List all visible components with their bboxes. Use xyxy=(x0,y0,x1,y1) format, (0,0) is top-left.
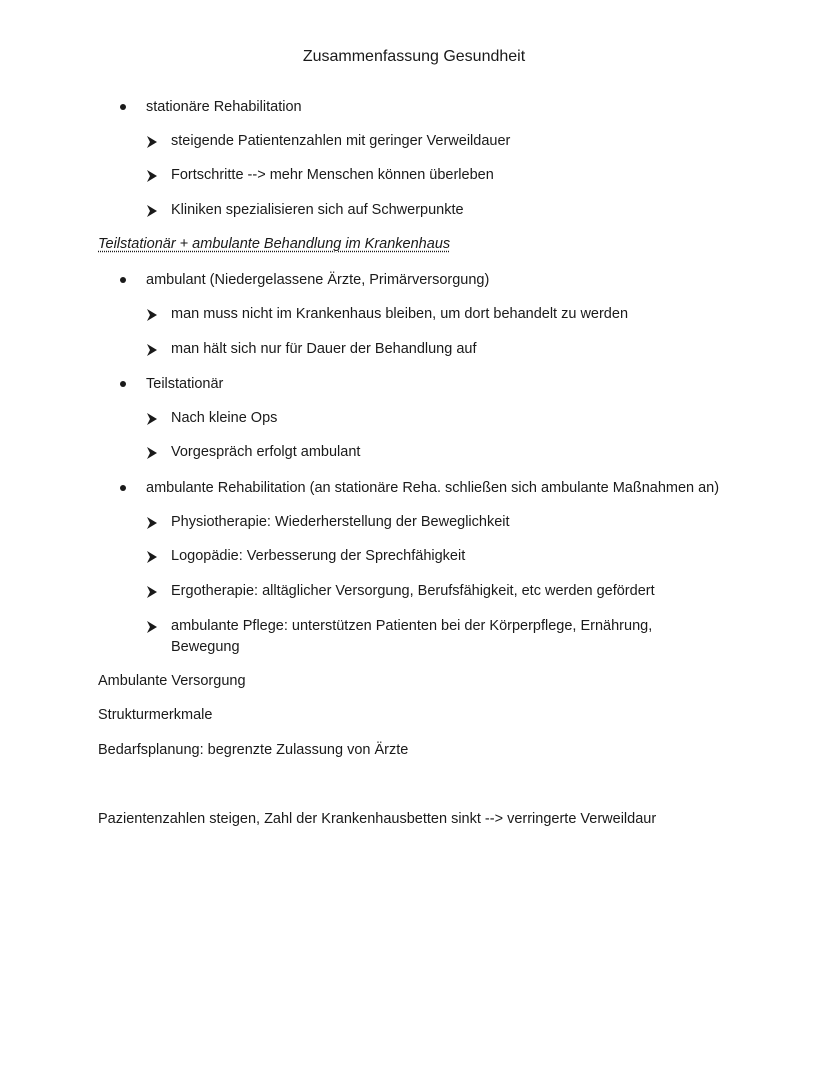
arrow-bullet-icon xyxy=(146,309,158,321)
sub-list-item: ambulante Pflege: unterstützen Patienten bei der Körperpflege, Ernährung, xyxy=(171,618,653,634)
list-item: Teilstationär xyxy=(146,376,224,392)
bullet-icon xyxy=(120,104,126,110)
paragraph: Bedarfsplanung: begrenzte Zulassung von Ärzte xyxy=(98,742,409,758)
arrow-bullet-icon xyxy=(146,621,158,633)
sub-list-item: Fortschritte --> mehr Menschen können überleben xyxy=(171,167,494,183)
sub-list-item: Nach kleine Ops xyxy=(171,410,278,426)
sub-list-item: man hält sich nur für Dauer der Behandlung auf xyxy=(171,341,477,357)
sub-list-item: Ergotherapie: alltäglicher Versorgung, Berufsfähigkeit, etc werden gefördert xyxy=(171,583,655,599)
list-item: ambulante Rehabilitation (an stationäre Reha. schließen sich ambulante Maßnahmen an) xyxy=(146,480,720,496)
arrow-bullet-icon xyxy=(146,205,158,217)
arrow-bullet-icon xyxy=(146,551,158,563)
sub-list-item: Logopädie: Verbesserung der Sprechfähigkeit xyxy=(171,548,466,564)
sub-list-item: Kliniken spezialisieren sich auf Schwerpunkte xyxy=(171,202,464,218)
paragraph: Strukturmerkmale xyxy=(98,707,213,723)
arrow-bullet-icon xyxy=(146,170,158,182)
document-title: Zusammenfassung Gesundheit xyxy=(302,48,526,65)
sub-list-item-continuation: Bewegung xyxy=(171,639,240,655)
sub-list-item: Physiotherapie: Wiederherstellung der Beweglichkeit xyxy=(171,514,510,530)
arrow-bullet-icon xyxy=(146,344,158,356)
list-item: ambulant (Niedergelassene Ärzte, Primärversorgung) xyxy=(146,272,490,288)
arrow-bullet-icon xyxy=(146,586,158,598)
bullet-icon xyxy=(120,277,126,283)
arrow-bullet-icon xyxy=(146,413,158,425)
bullet-icon xyxy=(120,381,126,387)
bullet-icon xyxy=(120,485,126,491)
arrow-bullet-icon xyxy=(146,447,158,459)
sub-list-item: steigende Patientenzahlen mit geringer Verweildauer xyxy=(171,133,511,149)
paragraph: Ambulante Versorgung xyxy=(98,673,246,689)
list-item: stationäre Rehabilitation xyxy=(146,99,302,115)
arrow-bullet-icon xyxy=(146,136,158,148)
paragraph: Pazientenzahlen steigen, Zahl der Krankenhausbetten sinkt --> verringerte Verweildaur xyxy=(98,811,657,827)
sub-list-item: Vorgespräch erfolgt ambulant xyxy=(171,444,361,460)
section-heading: Teilstationär + ambulante Behandlung im Krankenhaus xyxy=(98,236,451,252)
arrow-bullet-icon xyxy=(146,517,158,529)
sub-list-item: man muss nicht im Krankenhaus bleiben, um dort behandelt zu werden xyxy=(171,306,629,322)
